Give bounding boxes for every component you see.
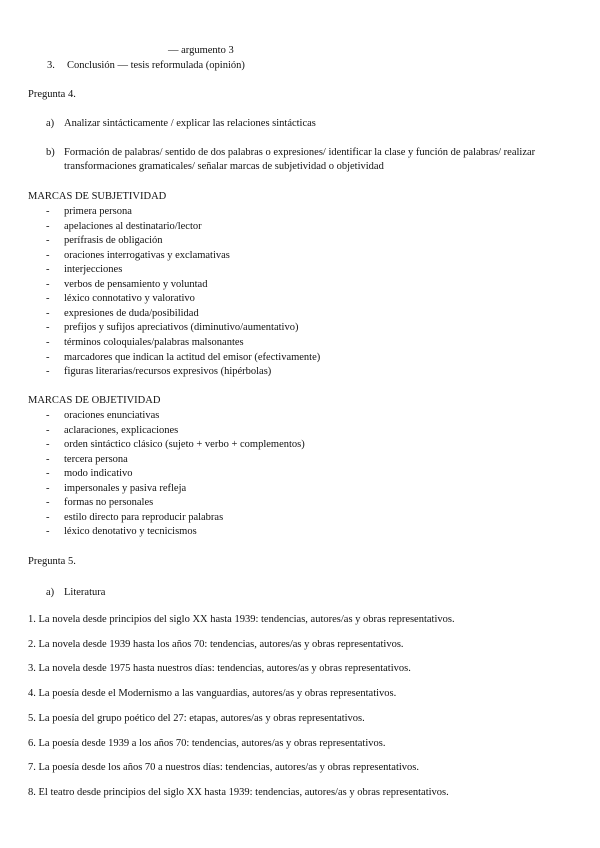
list-item: apelaciones al destinatario/lector bbox=[64, 220, 202, 232]
list-item: interjecciones bbox=[64, 264, 123, 276]
bullet-dash: - bbox=[46, 497, 50, 509]
list-item: tercera persona bbox=[64, 453, 128, 465]
bullet-dash: - bbox=[46, 424, 50, 436]
bullet-dash: - bbox=[46, 351, 50, 363]
conclusion-number: 3. bbox=[47, 60, 55, 71]
argument-line: — argumento 3 bbox=[168, 45, 234, 56]
literature-topic: 5. La poesía del grupo poético del 27: etapas, autores/as y obras representativos. bbox=[28, 712, 365, 724]
bullet-dash: - bbox=[46, 439, 50, 451]
list-item: oraciones enunciativas bbox=[64, 410, 160, 421]
subjetividad-heading: MARCAS DE SUBJETIVIDAD bbox=[28, 191, 167, 202]
literature-topic: 2. La novela desde 1939 hasta los años 70: tendencias, autores/as y obras representativos. bbox=[28, 638, 404, 650]
pregunta-5-item-a-marker: a) bbox=[46, 587, 55, 598]
bullet-dash: - bbox=[46, 322, 50, 334]
bullet-dash: - bbox=[46, 410, 50, 421]
list-item: términos coloquiales/palabras malsonantes bbox=[64, 336, 244, 348]
literature-topic: 1. La novela desde principios del siglo XX hasta 1939: tendencias, autores/as y obras representativos. bbox=[28, 614, 455, 625]
bullet-dash: - bbox=[46, 511, 50, 523]
bullet-dash: - bbox=[46, 366, 50, 378]
list-item: primera persona bbox=[64, 206, 132, 217]
bullet-dash: - bbox=[46, 468, 50, 480]
list-item: expresiones de duda/posibilidad bbox=[64, 307, 199, 319]
objetividad-heading: MARCAS DE OBJETIVIDAD bbox=[28, 395, 161, 406]
pregunta-5-heading: Pregunta 5. bbox=[28, 556, 76, 567]
list-item: modo indicativo bbox=[64, 468, 133, 480]
list-item: prefijos y sufijos apreciativos (diminutivo/aumentativo) bbox=[64, 322, 299, 334]
bullet-dash: - bbox=[46, 278, 50, 290]
bullet-dash: - bbox=[46, 482, 50, 494]
literature-topic: 7. La poesía desde los años 70 a nuestros días: tendencias, autores/as y obras representativos. bbox=[28, 762, 420, 774]
pregunta-4-item-a-marker: a) bbox=[46, 118, 55, 129]
list-item: impersonales y pasiva refleja bbox=[64, 482, 187, 494]
bullet-dash: - bbox=[46, 235, 50, 247]
list-item: oraciones interrogativas y exclamativas bbox=[64, 249, 230, 261]
list-item: léxico denotativo y tecnicismos bbox=[64, 526, 197, 538]
bullet-dash: - bbox=[46, 293, 50, 305]
bullet-dash: - bbox=[46, 206, 50, 217]
list-item: verbos de pensamiento y voluntad bbox=[64, 278, 208, 290]
literature-topic: 6. La poesía desde 1939 a los años 70: tendencias, autores/as y obras representativos. bbox=[28, 737, 386, 749]
bullet-dash: - bbox=[46, 453, 50, 465]
pregunta-4-item-b-line1: Formación de palabras/ sentido de dos palabras o expresiones/ identificar la clase y función de palabras/ realizar bbox=[64, 147, 536, 158]
pregunta-4-item-b-line2: transformaciones gramaticales/ señalar marcas de subjetividad o objetividad bbox=[64, 161, 384, 172]
bullet-dash: - bbox=[46, 249, 50, 261]
list-item: léxico connotativo y valorativo bbox=[64, 293, 195, 305]
bullet-dash: - bbox=[46, 526, 50, 538]
list-item: estilo directo para reproducir palabras bbox=[64, 511, 224, 523]
literature-topic: 8. El teatro desde principios del siglo XX hasta 1939: tendencias, autores/as y obras representativos. bbox=[28, 786, 449, 798]
bullet-dash: - bbox=[46, 264, 50, 276]
list-item: orden sintáctico clásico (sujeto + verbo + complementos) bbox=[64, 439, 305, 451]
literature-topic: 4. La poesía desde el Modernismo a las vanguardias, autores/as y obras representativos. bbox=[28, 688, 397, 700]
list-item: aclaraciones, explicaciones bbox=[64, 424, 179, 436]
bullet-dash: - bbox=[46, 307, 50, 319]
literature-topic: 3. La novela desde 1975 hasta nuestros días: tendencias, autores/as y obras representativos. bbox=[28, 663, 411, 675]
pregunta-5-item-a-text: Literatura bbox=[64, 587, 106, 598]
list-item: figuras literarias/recursos expresivos (hipérbolas) bbox=[64, 366, 272, 378]
list-item: formas no personales bbox=[64, 497, 154, 509]
list-item: perífrasis de obligación bbox=[64, 235, 163, 247]
bullet-dash: - bbox=[46, 336, 50, 348]
pregunta-4-heading: Pregunta 4. bbox=[28, 89, 76, 100]
pregunta-4-item-b-marker: b) bbox=[46, 147, 55, 158]
list-item: marcadores que indican la actitud del emisor (efectivamente) bbox=[64, 351, 321, 363]
conclusion-text: Conclusión — tesis reformulada (opinión) bbox=[67, 60, 245, 71]
bullet-dash: - bbox=[46, 220, 50, 232]
pregunta-4-item-a-text: Analizar sintácticamente / explicar las relaciones sintácticas bbox=[64, 118, 316, 129]
